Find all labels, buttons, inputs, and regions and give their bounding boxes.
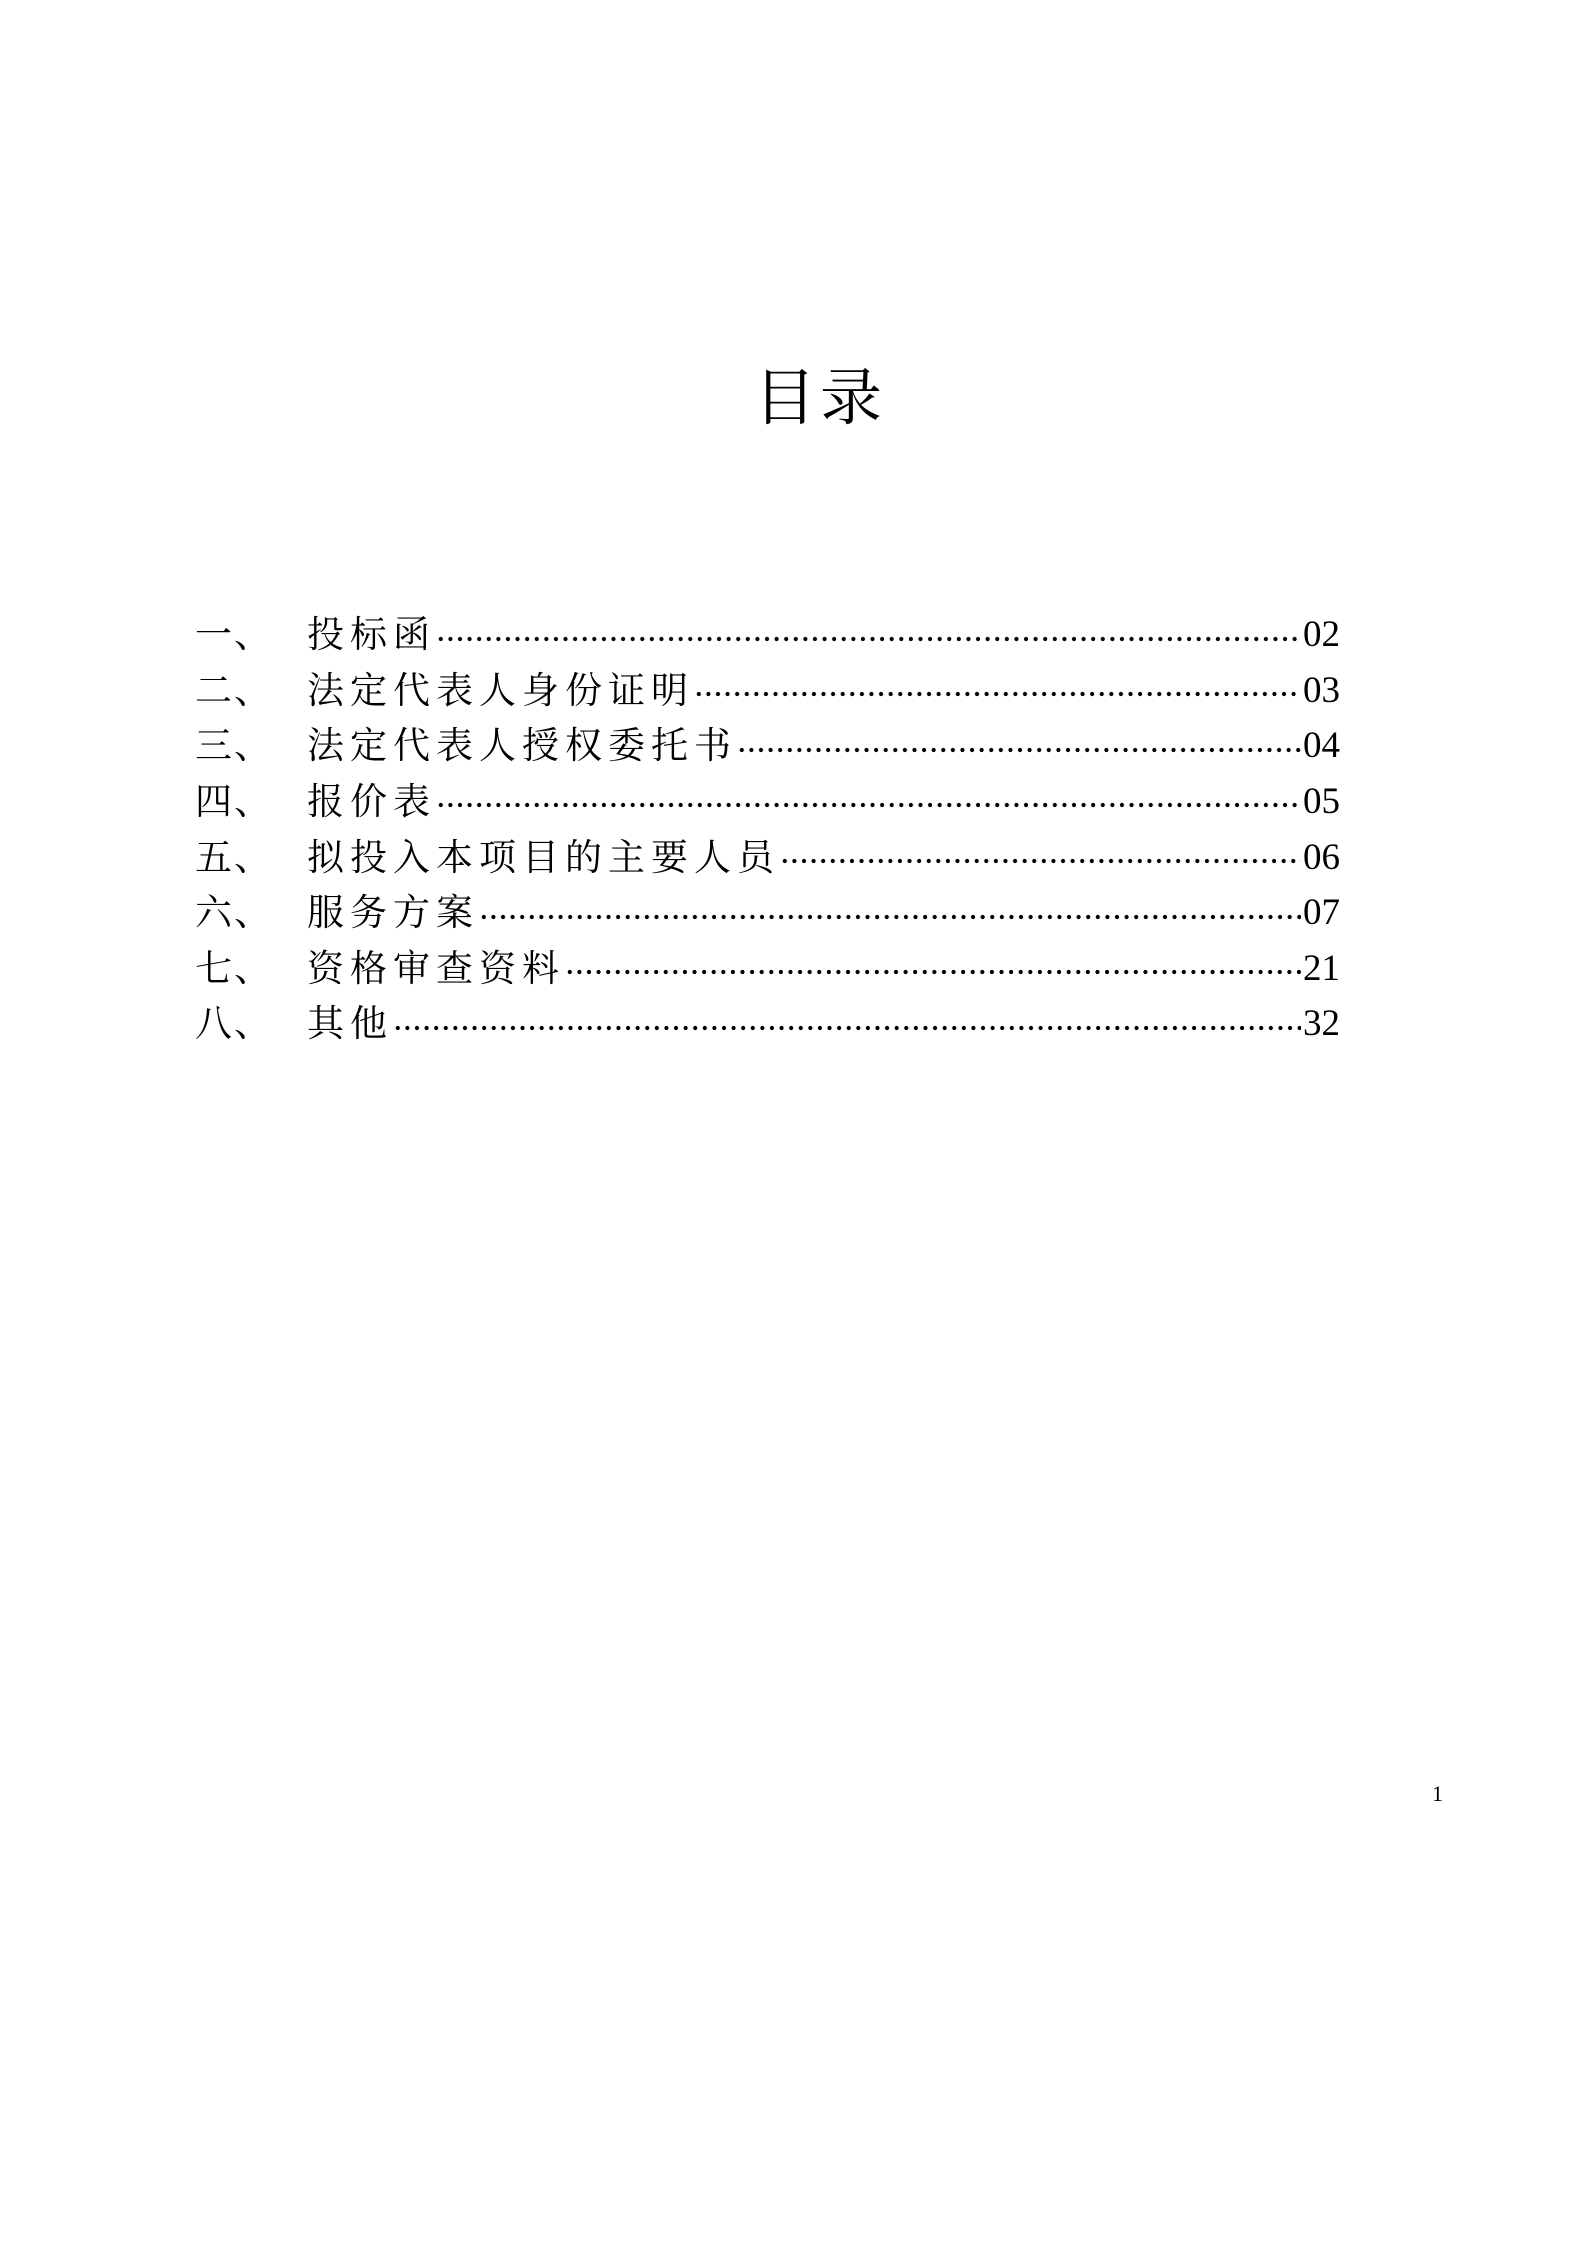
toc-entry-page: 07 — [1303, 892, 1340, 934]
toc-entry — [195, 829, 1340, 885]
toc-entry — [195, 663, 1340, 719]
dot-leader — [479, 885, 1301, 940]
toc-entry-label: 资格审查资料 — [307, 946, 565, 990]
toc-entry-number: 五、 — [195, 835, 273, 879]
dot-leader — [393, 996, 1301, 1051]
dot-leader — [737, 718, 1301, 773]
dot-leader — [694, 663, 1301, 718]
toc-entry — [195, 941, 1340, 997]
toc-entry — [195, 718, 1340, 774]
toc-entry-number: 二、 — [195, 668, 273, 712]
dot-leader — [565, 941, 1301, 996]
toc-entry-label: 投标函 — [307, 613, 436, 657]
toc-entry-number: 一、 — [195, 613, 273, 657]
toc-entry — [195, 996, 1340, 1052]
toc-entry-label: 法定代表人授权委托书 — [307, 724, 737, 768]
toc-entry-page: 03 — [1303, 669, 1340, 711]
toc-entry-number: 七、 — [195, 946, 273, 990]
toc-entry-number: 四、 — [195, 780, 273, 824]
toc-entry-page: 05 — [1303, 781, 1340, 823]
toc-entry-label: 报价表 — [307, 780, 436, 824]
toc-entry-number: 三、 — [195, 724, 273, 768]
dot-leader — [436, 607, 1301, 662]
toc-entry-page: 06 — [1303, 836, 1340, 878]
toc-entry-number: 六、 — [195, 891, 273, 935]
toc-entry — [195, 885, 1340, 941]
toc-entry-label: 拟投入本项目的主要人员 — [307, 835, 780, 879]
dot-leader — [436, 774, 1301, 829]
toc-entry-label: 其他 — [307, 1002, 393, 1046]
table-of-contents — [195, 607, 1340, 1052]
toc-entry-label: 服务方案 — [307, 891, 479, 935]
toc-entry — [195, 607, 1340, 663]
toc-entry-page: 32 — [1303, 1003, 1340, 1045]
toc-entry-page: 04 — [1303, 725, 1340, 767]
page-number: 1 — [1432, 1781, 1443, 1806]
dot-leader — [780, 830, 1301, 885]
page-title: 目录 — [753, 361, 886, 434]
toc-entry-number: 八、 — [195, 1002, 273, 1046]
toc-entry-page: 02 — [1303, 614, 1340, 656]
toc-entry — [195, 774, 1340, 830]
toc-entry-page: 21 — [1303, 947, 1340, 989]
toc-entry-label: 法定代表人身份证明 — [307, 668, 694, 712]
